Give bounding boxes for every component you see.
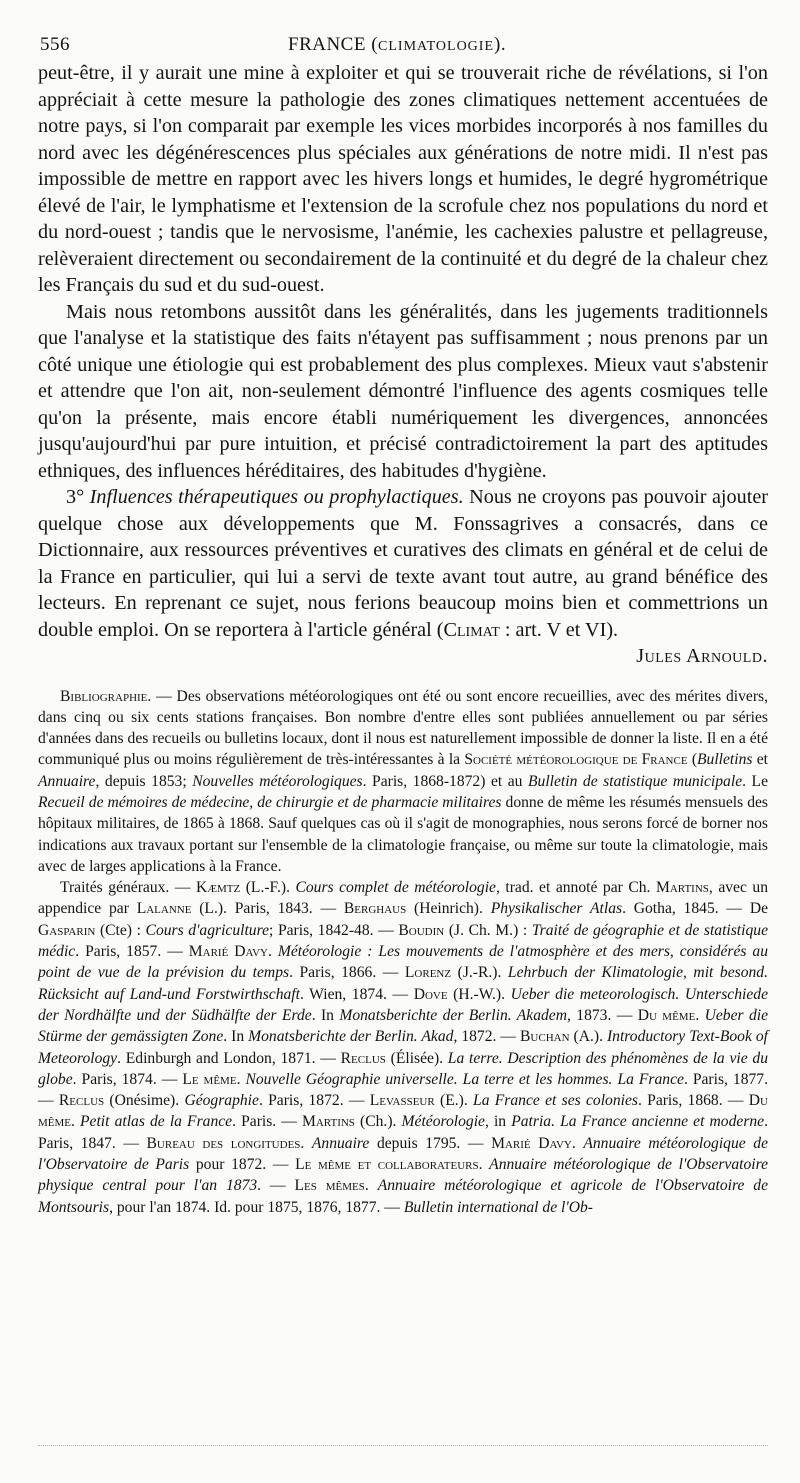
biblio-text: . Paris, 1866. — (289, 964, 405, 982)
biblio-title: Annuaire météorologique et agricole de l'Observatoire de Montsouris (38, 1177, 769, 1216)
climat-reference: Climat (443, 618, 500, 641)
biblio-text: ; Paris, 1842-48. — (269, 921, 399, 939)
author-name: Kæmtz (195, 879, 241, 897)
biblio-text: , 1873. — (566, 1006, 638, 1024)
biblio-title: Bulletins (697, 751, 753, 769)
biblio-text: . (695, 1006, 705, 1024)
biblio-text: . Paris, 1868. — (637, 1092, 749, 1110)
biblio-title: Cours d'agriculture (145, 921, 270, 939)
author-name: Bureau des longitudes (146, 1134, 301, 1152)
biblio-text: , pour l'an 1874. Id. pour 1875, 1876, 1877. — (109, 1198, 404, 1216)
biblio-title: Recueil de mémoires de médecine, de chirurgie et de pharmacie militaires (38, 793, 502, 811)
biblio-title: Physikalischer Atlas (490, 900, 623, 918)
section-text-end: : art. V et VI). (499, 618, 619, 641)
biblio-text: donne de même les résumés mensuels des hôpitaux militaires, de 1865 à 1868. Sauf quelques cas où il s'agit de monographies, nous serons forcé de borner nos indications aux travaux portant sur l'ensemble de la climatologie française, ou même sur toute la climatologie, mais avec de larges applications à la France. (38, 793, 768, 875)
biblio-title: Patria. La France ancienne et moderne (511, 1113, 765, 1131)
biblio-text: (J. Ch. M.) : (444, 921, 532, 939)
biblio-title: Monatsberichte der Berlin. Akad (248, 1028, 454, 1046)
biblio-text: (Onésime). (104, 1092, 185, 1110)
biblio-text: (E.). (434, 1092, 474, 1110)
section-text: Nous ne croyons pas pouvoir ajouter quelque chose aux développements que M. Fonssagrives a consacrés, dans ce Dictionnaire, aux ressources préventives et curatives des climats en général et de celui de la France en particulier, qui lui a servi de texte avant tout autre, au grand bénéfice des lecteurs. En reprenant ce sujet, nous ferions beaucoup moins bien et commettrions un double emploi. On se reportera à l'article général ( (38, 486, 769, 641)
author-name: Boudin (398, 921, 445, 939)
biblio-text: , trad. et annoté par Ch. (495, 879, 656, 897)
author-name: Marié Davy (188, 943, 268, 961)
bibliography-label: Bibliographie. (60, 687, 152, 705)
author-name: Les mêmes (294, 1177, 365, 1195)
biblio-text: , depuis 1853; (95, 772, 193, 790)
section-number: 3° (66, 486, 90, 508)
running-title (288, 34, 506, 56)
biblio-title: Cours complet de météorologie (295, 879, 496, 897)
paragraph-3 (38, 484, 769, 667)
societe-name: Société météorologique de France (464, 751, 688, 769)
biblio-text: , in (484, 1113, 512, 1131)
biblio-text: et (752, 751, 768, 769)
biblio-text: (Élisée). (385, 1049, 448, 1067)
biblio-text: . (236, 1070, 246, 1088)
biblio-title: Traité de géographie et de statistique médic (38, 921, 768, 961)
biblio-title: Annuaire (311, 1134, 370, 1152)
author-name: Dove (413, 985, 448, 1003)
author-name: Du même (637, 1006, 696, 1024)
author-name: Marié Davy (491, 1134, 572, 1152)
biblio-text: Traités généraux. — (60, 879, 196, 897)
bibliography-treatises (38, 877, 768, 1218)
biblio-text: . Edinburgh and London, 1871. — (117, 1049, 341, 1067)
biblio-title: Ueber die Stürme der gemässigten Zone (38, 1006, 769, 1046)
bibliography-intro (38, 686, 768, 878)
biblio-title: Monatsberichte der Berlin. Akadem (339, 1006, 567, 1024)
biblio-text: (H.-W.). (447, 985, 511, 1003)
biblio-title: Annuaire météorologique de l'Observatoire de Paris (38, 1134, 768, 1174)
biblio-text: pour 1872. — (189, 1156, 296, 1174)
biblio-text: — Des observations météorologiques ont été ou sont encore recueillies, avec des mérites divers, dans cinq ou six cents stations françaises. Bon nombre d'entre elles sont publiées annuellement ou par séries d'années dans des recueils ou bulletins locaux, dont il nous est naturellement impossible de donner la liste. Il en a été communiqué plus ou moins régulièrement de très-intéressantes à la (38, 687, 768, 769)
biblio-title: Bulletin de statistique municipale (528, 772, 743, 790)
biblio-text: (Cte) : (95, 921, 146, 939)
biblio-title: Introductory Text-Book of Meteorology (38, 1028, 768, 1067)
biblio-text: depuis 1795. — (369, 1134, 492, 1152)
biblio-text: (J.-R.). (451, 964, 508, 982)
biblio-title: Météorologie (401, 1113, 485, 1131)
author-name: Lorenz (404, 964, 452, 982)
biblio-text: (Heinrich). (406, 900, 491, 918)
biblio-text: (L.-F.). (240, 879, 296, 897)
biblio-text: . (364, 1177, 378, 1195)
biblio-title: La terre. Description des phénomènes de la vie du globe (38, 1049, 768, 1088)
paragraph-1: peut-être, il y aurait une mine à exploiter et qui se trouverait riche de révélations, si l'on appréciait à cette mesure la pathologie des zones climatiques nettement accentuées de notre pays, si l'on comparait par exemple les vices morbides incorporés à nos familles du nord avec les dégénérescences plus spéciales aux générations de notre midi. Il n'est pas impossible de mettre en rapport avec les hivers longs et humides, le degré hygrométrique élevé de l'air, le lymphatisme et l'extension de la scrofule chez nos populations du nord et du nord-ouest ; tandis que le nervosisme, l'anémie, les cachexies palustre et pellagreuse, relèveraient directement ou secondairement de la continuité et du degré de la chaleur chez les Français du sud et du sud-ouest. (38, 62, 768, 296)
section-heading: Influences thérapeutiques ou prophylactiques. (89, 486, 464, 508)
biblio-text: , avec un appendice par (38, 879, 769, 918)
article-body (38, 60, 768, 670)
running-title-subject: CLIMATOLOGIE (378, 39, 495, 54)
biblio-text: . Le (742, 772, 769, 790)
author-name: Martins (655, 879, 709, 897)
biblio-title: Annuaire météorologique de l'Observatoire physique central pour l'an 1873 (38, 1156, 768, 1195)
page-number: 556 (40, 34, 70, 55)
biblio-text: . (571, 1134, 584, 1152)
biblio-text: . — (257, 1177, 295, 1195)
biblio-text: (L.). Paris, 1843. — (191, 900, 344, 918)
running-title-main: FRANCE ( (288, 34, 379, 55)
biblio-title: Nouvelles météorologiques (192, 772, 363, 790)
bibliography (38, 686, 768, 1218)
footer-rule (38, 1445, 768, 1446)
author-name: Reclus (58, 1092, 105, 1110)
biblio-title: Ueber die meteorologisch. Unterschiede der Nordhälfte und der Südhälfte der Erde (38, 985, 768, 1024)
biblio-title: Bulletin international de l'Ob- (403, 1198, 593, 1216)
author-name: Martins (302, 1113, 355, 1131)
biblio-text: . Paris, 1857. — (75, 943, 189, 961)
author-name: Gasparin (38, 921, 96, 939)
author-name: Levasseur (369, 1092, 435, 1110)
author-name: Berghaus (343, 900, 407, 918)
biblio-text: . Paris, 1877. — (38, 1070, 768, 1110)
biblio-title: Géographie (184, 1092, 259, 1110)
biblio-title: Lehrbuch der Klimatologie, mit besond. Rücksicht auf Land-und Forstwirthschaft (38, 964, 768, 1003)
biblio-title: Météorologie : Les mouvements de l'atmosphère et des mers, considérés au point de vue de la prévision du temps (38, 943, 769, 982)
author-name: Du même (38, 1092, 768, 1131)
biblio-text: . (267, 943, 278, 961)
page (38, 26, 768, 1218)
biblio-title: Petit atlas de la France (80, 1113, 233, 1131)
biblio-text: (Ch.). (354, 1113, 402, 1131)
author-signature: Jules Arnould. (636, 645, 768, 667)
biblio-text: (A.). (569, 1028, 607, 1046)
biblio-title: La France et ses colonies (473, 1092, 638, 1110)
biblio-text: . (478, 1156, 490, 1174)
paragraph-2: Mais nous retombons aussitôt dans les généralités, dans les jugements traditionnels que l'analyse et la statistique des faits n'étayent pas suffisamment ; nous prenons par un côté unique une étiologie qui est probablement des plus complexes. Mieux vaut s'abstenir et attendre que l'on ait, non-seulement démontré l'influence des agents cosmiques telle qu'on la présente, mais encore établi numériquement les divergences, annoncées jusqu'aujourd'hui par pure intuition, et précisé contradictoirement la part des aptitudes ethniques, des influences héréditaires, des habitudes d'hygiène. (38, 300, 768, 482)
biblio-text: . In (311, 1006, 340, 1024)
biblio-text: . In (223, 1028, 249, 1046)
running-head (38, 26, 768, 60)
biblio-text: , 1872. — (453, 1028, 521, 1046)
biblio-text: . (300, 1134, 312, 1152)
biblio-text: . Paris, 1872. — (258, 1092, 370, 1110)
biblio-text: . Wien, 1874. — (299, 985, 414, 1003)
author-name: Buchan (520, 1028, 570, 1046)
author-name: Lalanne (136, 900, 192, 918)
author-name: Reclus (340, 1049, 386, 1067)
author-name: Le même (182, 1070, 237, 1088)
biblio-text: . (71, 1113, 81, 1131)
biblio-text: . Gotha, 1845. — De (622, 900, 768, 918)
biblio-text: . Paris, 1868-1872) et au (362, 772, 529, 790)
biblio-text: ( (687, 751, 698, 769)
biblio-text: . Paris, 1874. — (72, 1070, 183, 1088)
biblio-text: . Paris, 1847. — (38, 1113, 769, 1152)
running-title-close: ). (494, 34, 507, 55)
biblio-title: Nouvelle Géographie universelle. La terre et les hommes. La France (245, 1070, 684, 1088)
biblio-text: . Paris. — (232, 1113, 302, 1131)
biblio-title: Annuaire (38, 772, 96, 790)
author-name: Le même et collaborateurs (295, 1156, 479, 1174)
